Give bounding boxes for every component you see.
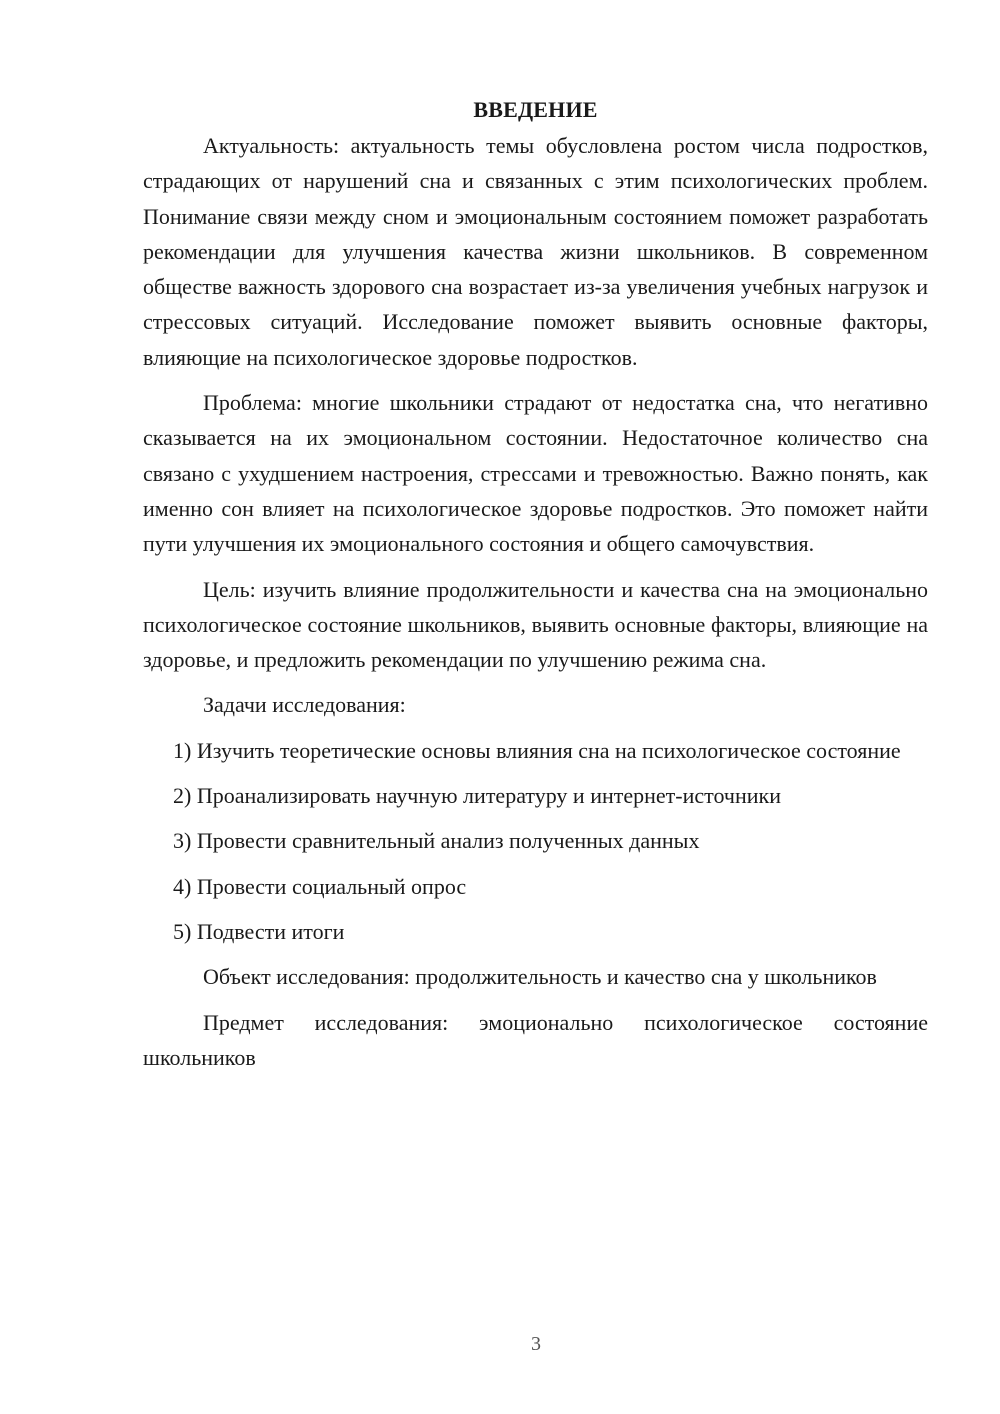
task-item-3: 3) Провести сравнительный анализ полученных данных [173,828,700,854]
paragraph-object: Объект исследования: продолжительность и качество сна у школьников [203,964,877,990]
task-item-5: 5) Подвести итоги [173,918,345,944]
paragraph-subject: Предмет исследования: эмоционально психологическое состояние школьников [143,1009,928,1070]
task-item-1: 1) Изучить теоретические основы влияния сна на психологическое состояние [173,737,901,763]
paragraph-goal: Цель: изучить влияние продолжительности и качества сна на эмоционально психологическое состояние школьников, выявить основные факторы, влияющие на здоровье, и предложить рекомендации по улучшению режима сна. [143,576,928,673]
paragraph-relevance: Актуальность: актуальность темы обусловлена ростом числа подростков, страдающих от нарушений сна и связанных с этим психологических проблем. Понимание связи между сном и эмоциональным состоянием поможет разработать рекомендации для улучшения качества жизни школьников. В современном обществе важность здорового сна возрастает из-за увеличения учебных нагрузок и стрессовых ситуаций. Исследование поможет выявить основные факторы, влияющие на психологическое здоровье подростков. [143,133,928,370]
task-item-4: 4) Провести социальный опрос [173,873,467,899]
task-item-2: 2) Проанализировать научную литературу и интернет-источники [173,783,781,809]
section-heading: ВВЕДЕНИЕ [473,97,598,122]
paragraph-problem: Проблема: многие школьники страдают от недостатка сна, что негативно сказывается на их эмоциональном состоянии. Недостаточное количество сна связано с ухудшением настроения, стрессами и тревожностью. Важно понять, как именно сон влияет на психологическое здоровье подростков. Это поможет найти пути улучшения их эмоционального состояния и общего самочувствия. [143,390,928,557]
page-number: 3 [531,1333,541,1355]
tasks-title: Задачи исследования: [203,692,406,718]
document-page [143,94,928,1085]
